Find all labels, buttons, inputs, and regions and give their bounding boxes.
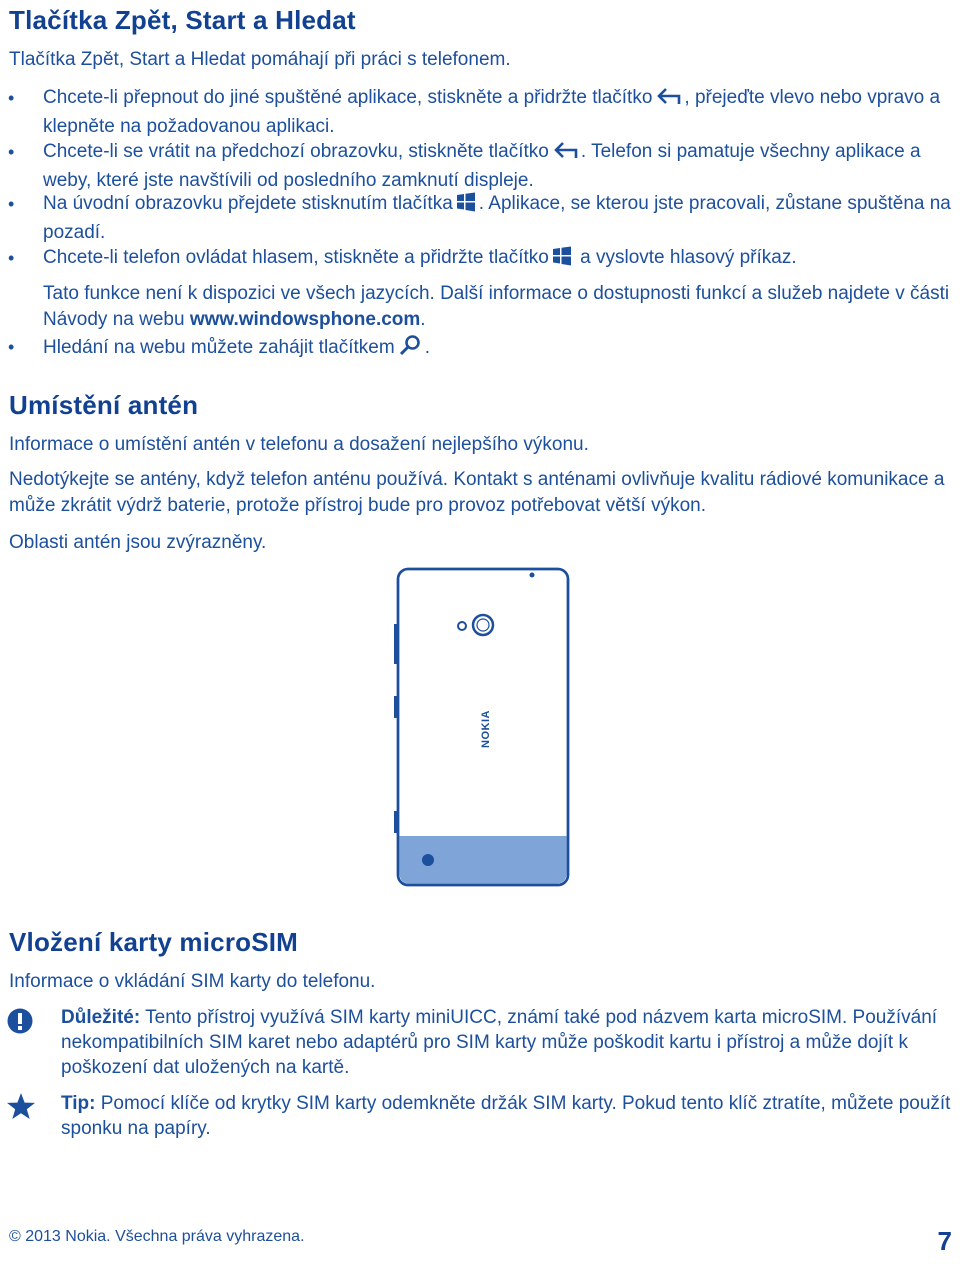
brand-logo: NOKIA xyxy=(480,710,492,748)
bullet-dot: • xyxy=(8,248,15,268)
bullet-text: Chcete-li přepnout do jiné spuštěné aplikace, stiskněte a přidržte tlačítko , přejeďte vlevo nebo vpravo a klepněte na požadovanou aplikaci. xyxy=(43,87,941,137)
tip-note: Tip: Pomocí klíče od krytky SIM karty odemkněte držák SIM karty. Pokud tento klíč ztratíte, můžete použít sponku na papíry. xyxy=(61,1093,951,1139)
manual-page: Tlačítka Zpět, Start a Hledat Tlačítka Zpět, Start a Hledat pomáhají při práci s telefonem. • Chcete-li přepnout do jiné spuštěné aplikace, stiskněte a přidržte tlačítko , přejeďte vlevo nebo vpravo a klepněte na požadovanou aplikaci. • Chcete-li se vrátit na předchozí obrazovku, stiskněte tlačítko . Telefon si pamatuje všechny aplikace a weby, které jste navštívili od posledního zamknutí displeje. • Na úvodní obrazovku přejdete stisknutím tlačítka . Aplikace, se kterou jste pracovali, zůstane spuštěna na pozadí. • Chcete-li telefon ovládat hlasem, stiskněte a přidržte tlačítko a vyslovte hlasový příkaz. Tato funkce není k dispozici ve všech jazycích. Další informace o dostupnosti funkcí a služeb najdete v části Návody na webu www.windowsphone.com. • Hledání na webu můžete zahájit tlačítkem . Umístění antén Informace o umístění antén v telefonu a dosažení nejlepšího výkonu. Nedotýkejte se antény, když telefon anténu používá. Kontakt s anténami ovlivňuje kvalitu rádiové komunikace a může zkrátit výdrž baterie, protože přístroj bude pro provoz potřebovat větší výkon. Oblasti antén jsou zvýrazněny. NOKIA Vložení karty microSIM Informace o vkládání SIM karty do telefonu. Důležité: Tento přístroj využívá SIM karty miniUICC, známí také pod názvem karta microSIM. Používání nekompatibilních SIM karet nebo adaptérů pro SIM karty může poškodit kartu i přístroj a může dojít k poškození dat uložených na kartě. Tip: Pomocí klíče od krytky SIM karty odemkněte držák SIM karty. Pokud tento klíč ztratíte, můžete použít sponku na papíry. © 2013 Nokia. Všechna práva vyhrazena. 7 xyxy=(0,0,960,1264)
windows-start-icon xyxy=(456,192,476,220)
section-intro: Informace o vkládání SIM karty do telefonu. xyxy=(9,971,376,992)
important-note: Důležité: Tento přístroj využívá SIM karty miniUICC, známí také pod názvem karta microSIM. Používání nekompatibilních SIM karet nebo adaptérů pro SIM karty může poškodit kartu i přístroj a může dojít k poškození dat uložených na kartě. xyxy=(61,1007,938,1078)
windows-start-icon xyxy=(552,246,572,274)
section-title-antennas: Umístění antén xyxy=(9,390,199,420)
section-intro: Tlačítka Zpět, Start a Hledat pomáhají při práci s telefonem. xyxy=(9,49,511,70)
bullet-text: Hledání na webu můžete zahájit tlačítkem . xyxy=(43,334,955,364)
bullet-text: Chcete-li telefon ovládat hlasem, stiskněte a přidržte tlačítko a vyslovte hlasový příkaz. xyxy=(43,245,955,274)
bullet-text: Na úvodní obrazovku přejdete stisknutím tlačítka . Aplikace, se kterou jste pracovali, zůstane spuštěna na pozadí. xyxy=(43,193,951,243)
important-icon xyxy=(6,1007,34,1040)
windowsphone-link[interactable]: www.windowsphone.com xyxy=(189,309,421,330)
antenna-paragraph: Nedotýkejte se antény, když telefon anténu používá. Kontakt s anténami ovlivňuje kvalitu rádiové komunikace a může zkrátit výdrž baterie, protože přístroj bude pro provoz potřebovat větší výkon. xyxy=(9,469,945,516)
back-arrow-icon xyxy=(655,86,681,114)
section-title-microsim: Vložení karty microSIM xyxy=(9,927,299,957)
back-arrow-icon xyxy=(552,140,578,168)
bullet-dot: • xyxy=(8,88,15,108)
bullet-dot: • xyxy=(8,142,15,162)
section-intro: Informace o umístění antén v telefonu a dosažení nejlepšího výkonu. xyxy=(9,434,589,455)
tip-star-icon xyxy=(6,1092,36,1125)
bullet-dot: • xyxy=(8,337,15,357)
section-title-buttons: Tlačítka Zpět, Start a Hledat xyxy=(9,5,356,35)
bullet-dot: • xyxy=(8,194,15,214)
antenna-note: Oblasti antén jsou zvýrazněny. xyxy=(9,532,267,553)
page-number: 7 xyxy=(937,1226,952,1256)
search-icon xyxy=(398,334,422,364)
bullet-text: Chcete-li se vrátit na předchozí obrazovku, stiskněte tlačítko . Telefon si pamatuje všechny aplikace a weby, které jste navštívili od posledního zamknutí displeje. xyxy=(43,141,921,191)
phone-back-illustration xyxy=(393,566,573,890)
copyright-footer: © 2013 Nokia. Všechna práva vyhrazena. xyxy=(9,1228,305,1245)
